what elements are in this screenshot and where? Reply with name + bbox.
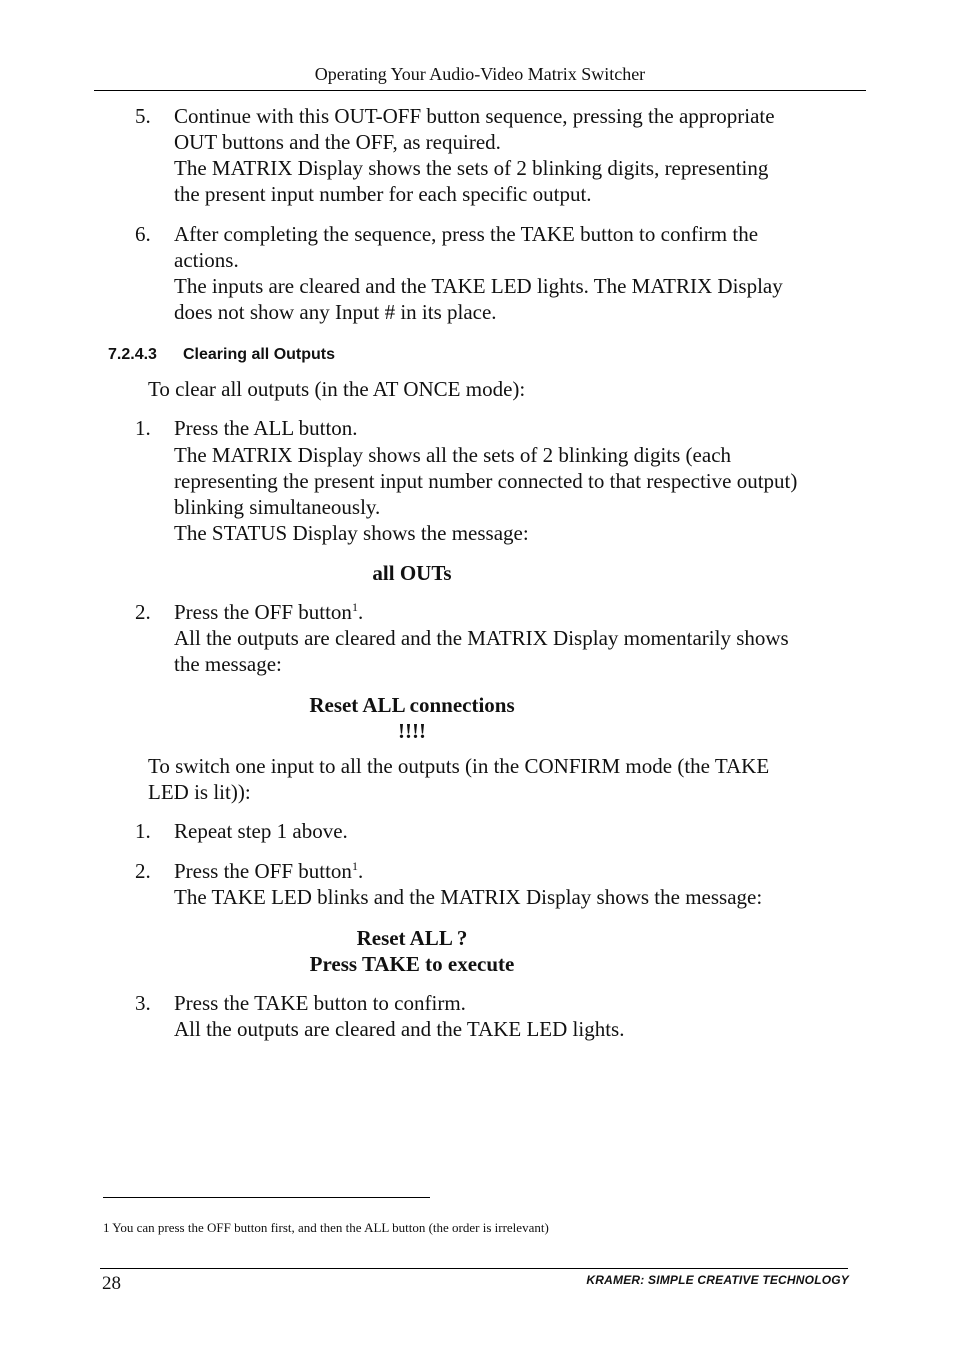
step-6-line-4: does not show any Input # in its place. <box>174 300 497 324</box>
confirm-message-line-1: Reset ALL ? <box>356 926 468 950</box>
step-6-number: 6. <box>135 222 151 246</box>
footnote-ref: 1 <box>351 600 358 614</box>
step-6-line-1: After completing the sequence, press the TAKE button to confirm the <box>174 222 759 246</box>
step-5-line-4: the present input number for each specific output. <box>174 182 592 206</box>
confirm-step-3-number: 3. <box>135 991 151 1015</box>
header-divider <box>94 90 866 91</box>
footnote-text: 1 You can press the OFF button first, and then the ALL button (the order is irrelevant) <box>103 1220 549 1235</box>
confirm-step-2-number: 2. <box>135 859 151 883</box>
at-once-step-2-text: Press the OFF button <box>174 600 352 624</box>
at-once-step-2-line-2: All the outputs are cleared and the MATRIX Display momentarily shows <box>174 626 789 650</box>
step-5-number: 5. <box>135 104 151 128</box>
confirm-step-1-text: Repeat step 1 above. <box>174 819 348 843</box>
at-once-step-2-period: . <box>357 600 364 624</box>
step-5-line-3: The MATRIX Display shows the sets of 2 blinking digits, representing <box>174 156 769 180</box>
matrix-message-line-2: !!!! <box>398 719 426 743</box>
footnote-divider <box>103 1197 430 1198</box>
section-title: Clearing all Outputs <box>183 346 336 363</box>
matrix-message-line-1: Reset ALL connections <box>309 693 515 717</box>
confirm-step-2-text: Press the OFF button <box>174 859 352 883</box>
confirm-step-3-line-1: Press the TAKE button to confirm. <box>174 991 466 1015</box>
confirm-step-1-number: 1. <box>135 819 151 843</box>
confirm-step-2-line-1 <box>174 858 363 884</box>
step-6-line-2: actions. <box>174 248 239 272</box>
footer-brand: KRAMER: SIMPLE CREATIVE TECHNOLOGY <box>586 1273 849 1287</box>
at-once-step-2-number: 2. <box>135 600 151 624</box>
section-number: 7.2.4.3 <box>108 346 157 363</box>
step-5-line-1: Continue with this OUT-OFF button sequence, pressing the appropriate <box>174 104 775 128</box>
step-6-line-3: The inputs are cleared and the TAKE LED lights. The MATRIX Display <box>174 274 783 298</box>
section-heading <box>108 346 335 364</box>
confirm-intro-line-2: LED is lit)): <box>148 780 251 804</box>
confirm-step-2-period: . <box>357 859 364 883</box>
confirm-step-3-line-2: All the outputs are cleared and the TAKE LED lights. <box>174 1017 625 1041</box>
at-once-step-1-line-3: representing the present input number connected to that respective output) <box>174 469 798 493</box>
confirm-message-line-2: Press TAKE to execute <box>309 952 515 976</box>
status-display-message: all OUTs <box>372 561 452 585</box>
at-once-step-1-line-1: Press the ALL button. <box>174 416 358 440</box>
footnote-ref: 1 <box>351 859 358 873</box>
at-once-step-2-line-1 <box>174 599 363 625</box>
step-5-line-2: OUT buttons and the OFF, as required. <box>174 130 501 154</box>
page-number: 28 <box>102 1273 121 1294</box>
at-once-step-2-line-3: the message: <box>174 652 282 676</box>
at-once-step-1-number: 1. <box>135 416 151 440</box>
at-once-step-1-line-5: The STATUS Display shows the message: <box>174 521 529 545</box>
at-once-step-1-line-2: The MATRIX Display shows all the sets of 2 blinking digits (each <box>174 443 732 467</box>
running-header: Operating Your Audio-Video Matrix Switcher <box>314 64 646 84</box>
footer-divider <box>100 1268 848 1269</box>
confirm-step-2-line-2: The TAKE LED blinks and the MATRIX Display shows the message: <box>174 885 763 909</box>
confirm-intro-line-1: To switch one input to all the outputs (in the CONFIRM mode (the TAKE <box>148 754 770 778</box>
at-once-step-1-line-4: blinking simultaneously. <box>174 495 381 519</box>
at-once-intro: To clear all outputs (in the AT ONCE mode): <box>148 377 526 401</box>
